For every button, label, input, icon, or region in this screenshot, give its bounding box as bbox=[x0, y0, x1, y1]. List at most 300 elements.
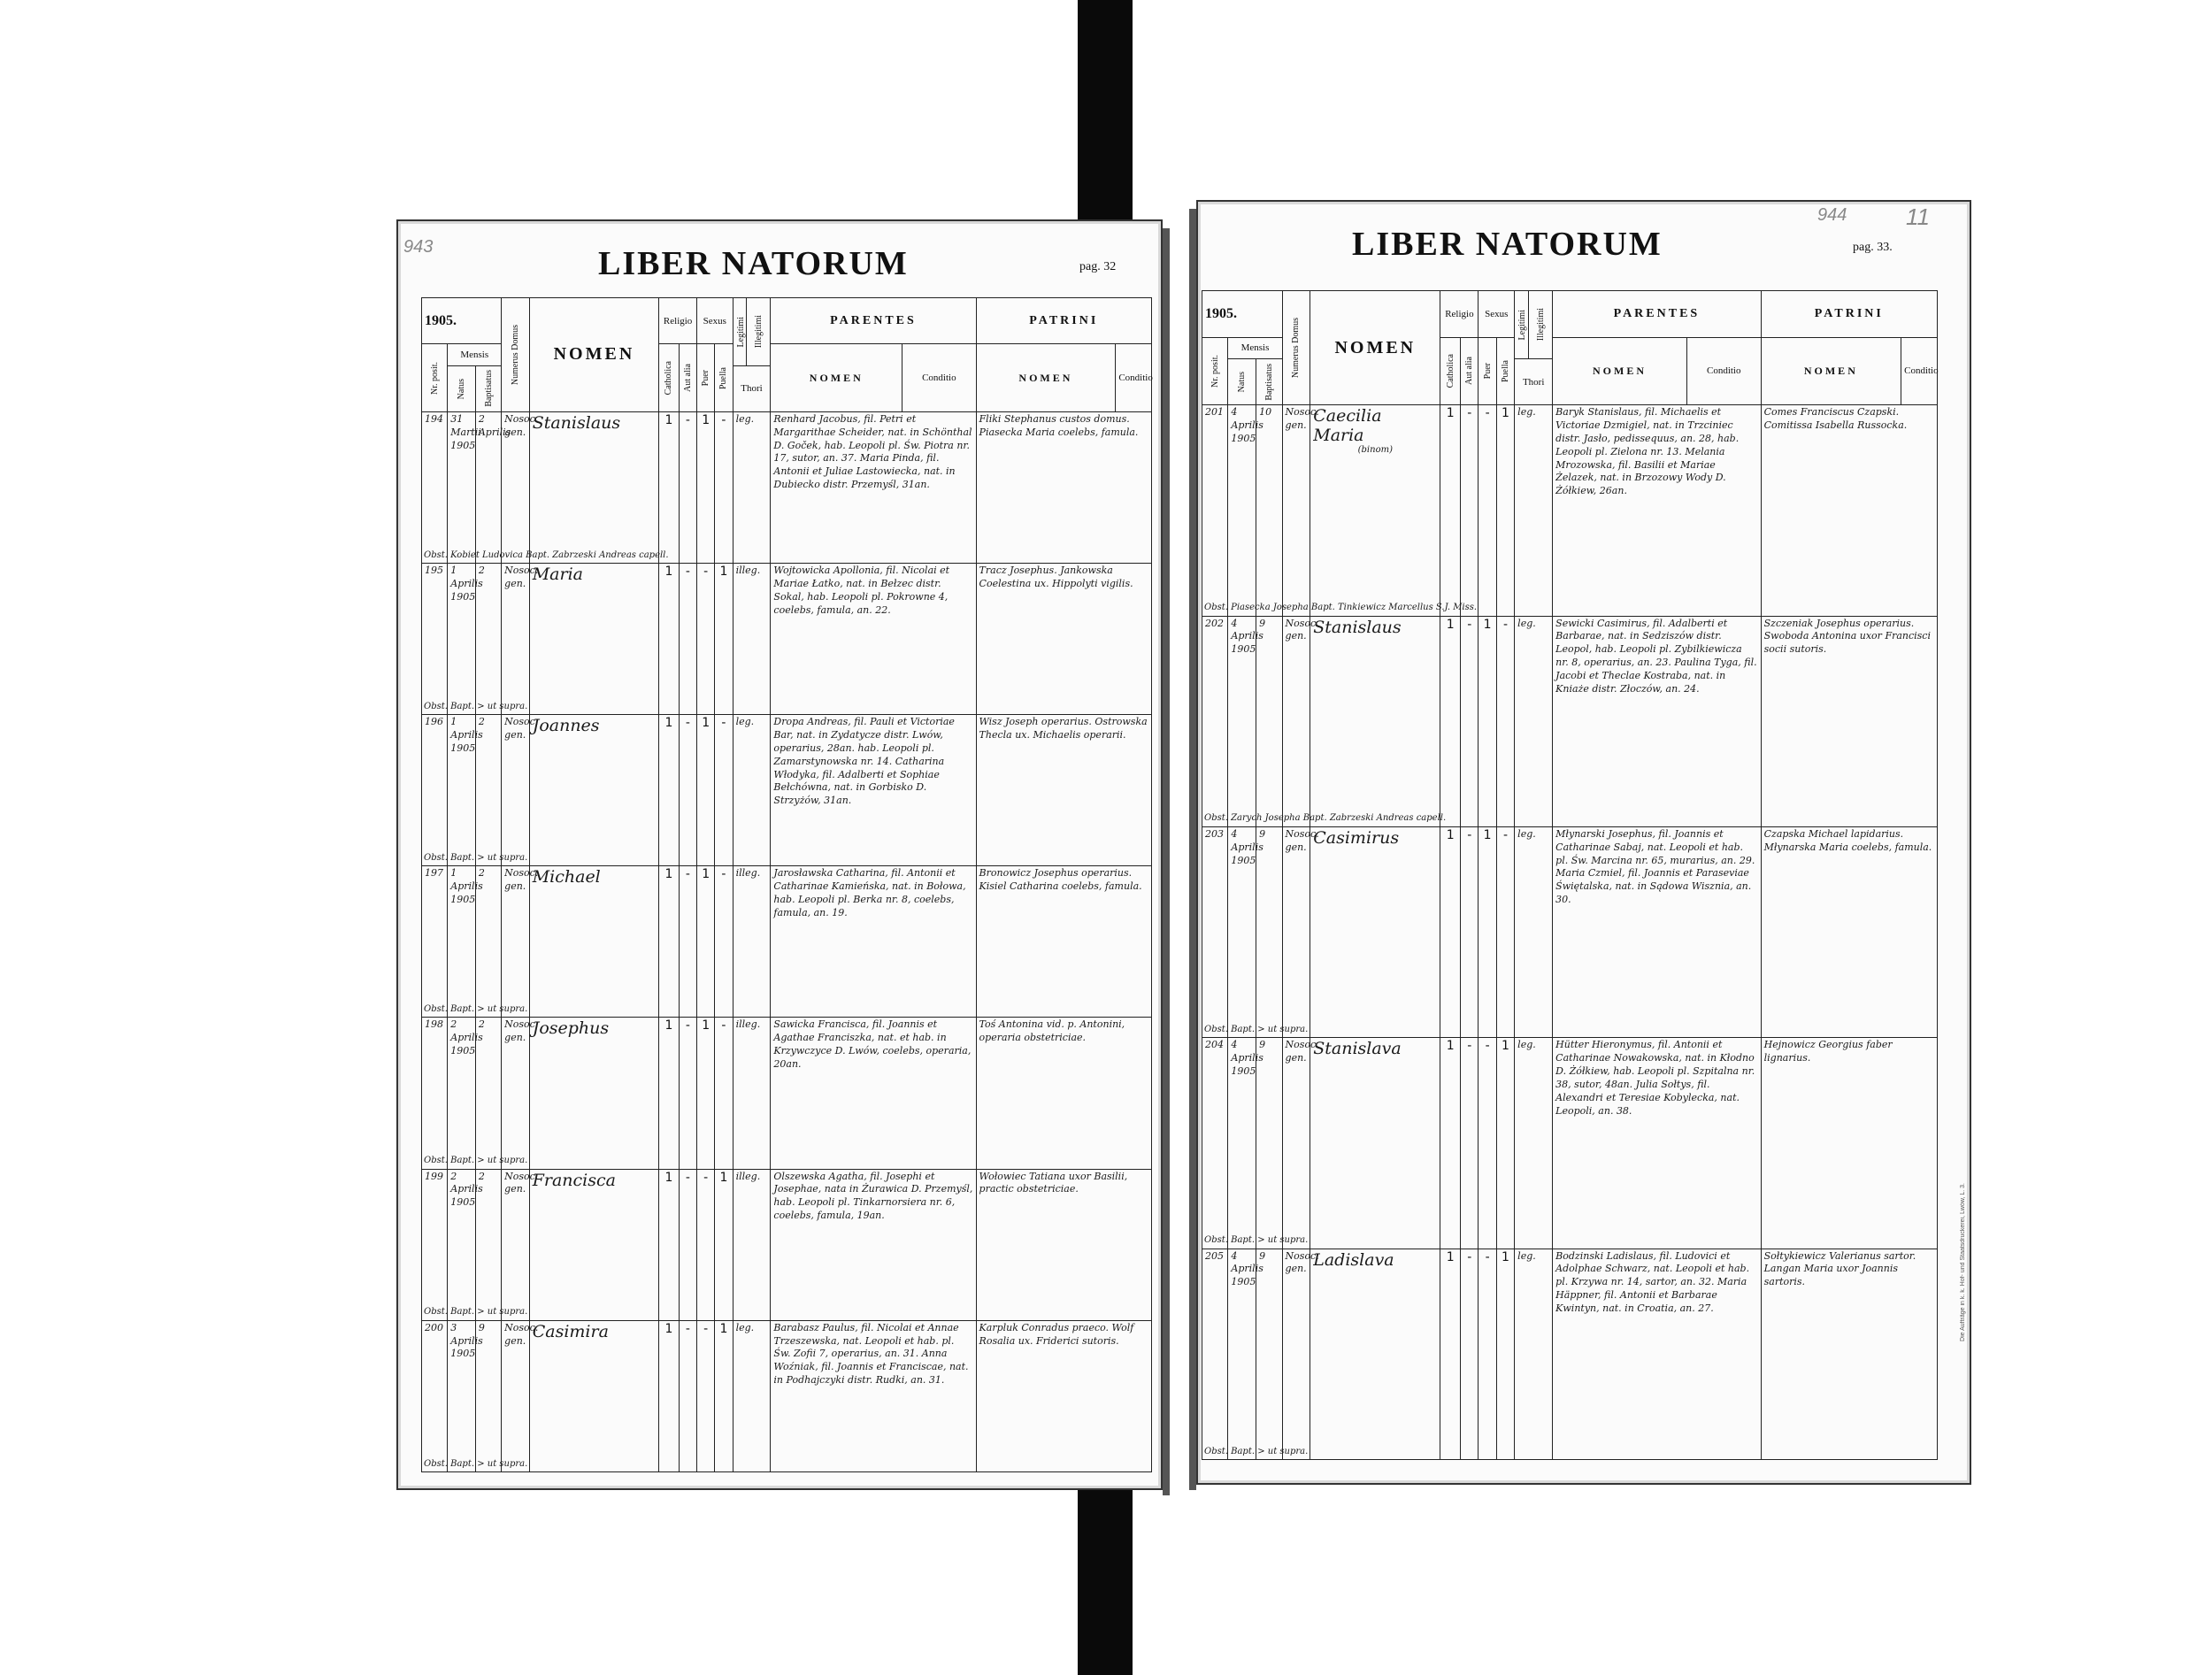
legitimacy-text: leg. bbox=[1517, 827, 1536, 840]
register-row bbox=[1202, 616, 1938, 826]
birth-date bbox=[1228, 405, 1263, 616]
left-hdr-nomen: NOMEN bbox=[553, 344, 635, 365]
parents-names-text: Hütter Hieronymus, fil. Antonii et Catharinae Nowakowska, nat. in Kłodno D. Żółkiew, hab. Leopoli pl. Szpitalna nr. 38, sutor, 48an. Julia Sołtys, fil. Alexandri et Teresiae Kobylecka, nat. Leopoli, an. 38. bbox=[1555, 1039, 1755, 1117]
sex-boy-text: 1 bbox=[1483, 617, 1492, 632]
child-name bbox=[529, 1320, 659, 1471]
right-archive-number: 944 bbox=[1817, 205, 1847, 225]
sex-girl-text: - bbox=[1502, 827, 1509, 842]
house-number-text: Nosoc. gen. bbox=[1285, 617, 1319, 642]
religion-catholic-text: 1 bbox=[664, 1018, 673, 1033]
religion-other bbox=[679, 866, 696, 1018]
child-name bbox=[529, 411, 659, 563]
left-hdr-numerus-domus: Numerus Domus bbox=[510, 324, 520, 385]
religion-other-text: - bbox=[685, 412, 690, 427]
left-register-body bbox=[422, 411, 1152, 1471]
sex-boy bbox=[1479, 1038, 1496, 1249]
religion-catholic bbox=[659, 1320, 680, 1471]
religion-other bbox=[1461, 405, 1479, 616]
right-hdr-legitimi: Legitimi bbox=[1517, 309, 1528, 341]
legitimacy bbox=[1515, 405, 1553, 616]
baptism-date-text: 2 bbox=[478, 867, 485, 880]
legitimacy-text: illeg. bbox=[735, 1018, 761, 1031]
religion-catholic-text: 1 bbox=[664, 867, 673, 882]
left-year-label: 1905. bbox=[425, 312, 457, 328]
godparents-names bbox=[1761, 405, 1937, 616]
midwife-baptizer-note: Obst. Piasecka Josepha Bapt. Tinkiewicz Marcellus S.J. Miss. bbox=[1204, 603, 1478, 613]
religion-other-text: - bbox=[685, 565, 690, 580]
sex-girl bbox=[715, 715, 733, 866]
child-name-text: Caecilia Maria bbox=[1313, 406, 1382, 446]
sex-girl bbox=[715, 1169, 733, 1320]
birth-date-text: 4 Aprilis 1905 bbox=[1231, 406, 1263, 444]
legitimacy bbox=[1515, 1249, 1553, 1459]
child-name bbox=[529, 1169, 659, 1320]
left-page bbox=[396, 219, 1163, 1490]
entry-number-text: 204 bbox=[1205, 1039, 1224, 1051]
parents-names-text: Dropa Andreas, fil. Pauli et Victoriae Bar, nat. in Zydatycze distr. Lwów, operarius, 28an. hab. Leopoli pl. Zamarstynowska nr. 14. Catharina Włodyka, fil. Adalberti et Sophiae Bełchówna, nat. in Gorbisko D. Strzyżów, 31an. bbox=[773, 716, 955, 807]
child-name-text: Casimira bbox=[532, 1321, 609, 1341]
midwife-baptizer-note: Obst. Kobiet Ludovica Bapt. Zabrzeski Andreas capell. bbox=[424, 549, 669, 560]
child-name bbox=[529, 866, 659, 1018]
house-number-text: Nosoc. gen. bbox=[504, 1170, 539, 1195]
religion-other-text: - bbox=[685, 867, 690, 882]
left-hdr-patrini-conditio: Conditio bbox=[1116, 344, 1152, 412]
legitimacy bbox=[733, 715, 771, 866]
parents-names bbox=[1553, 405, 1761, 616]
right-hdr-religio: Religio bbox=[1440, 291, 1479, 338]
baptism-date bbox=[1256, 1038, 1282, 1249]
legitimacy-text: illeg. bbox=[735, 1170, 761, 1182]
parents-names bbox=[1553, 616, 1761, 826]
sex-boy bbox=[697, 1320, 715, 1471]
register-row bbox=[422, 1320, 1152, 1471]
baptism-date-text: 2 bbox=[478, 1018, 485, 1031]
religion-catholic-text: 1 bbox=[1446, 617, 1455, 632]
godparents-names-text: Szczeniak Josephus operarius. Swoboda Antonina uxor Francisci socii sutoris. bbox=[1763, 617, 1931, 656]
legitimacy bbox=[1515, 1038, 1553, 1249]
legitimacy-text: illeg. bbox=[735, 565, 761, 577]
religion-other bbox=[679, 1320, 696, 1471]
legitimacy bbox=[1515, 826, 1553, 1037]
house-number bbox=[502, 411, 539, 563]
religion-catholic bbox=[1440, 405, 1461, 616]
left-hdr-legitimi: Legitimi bbox=[735, 316, 746, 347]
right-hdr-catholica: Catholica bbox=[1445, 354, 1455, 388]
religion-catholic bbox=[659, 411, 680, 563]
sex-girl-text: 1 bbox=[1502, 1039, 1509, 1054]
left-hdr-nr-posit: Nr. posit. bbox=[429, 361, 440, 395]
religion-other bbox=[1461, 1249, 1479, 1459]
religion-catholic bbox=[659, 564, 680, 715]
house-number bbox=[1282, 405, 1319, 616]
religion-other-text: - bbox=[685, 1170, 690, 1185]
sex-boy-text: 1 bbox=[1483, 827, 1492, 842]
sex-girl bbox=[715, 564, 733, 715]
sex-girl-text: 1 bbox=[719, 1321, 728, 1336]
religion-catholic-text: 1 bbox=[664, 565, 673, 580]
left-hdr-natus: Natus bbox=[457, 378, 467, 399]
entry-number-text: 197 bbox=[425, 867, 443, 880]
left-hdr-sexus: Sexus bbox=[697, 298, 733, 344]
left-page-title: LIBER NATORUM bbox=[598, 245, 909, 282]
godparents-names bbox=[1761, 826, 1937, 1037]
religion-other-text: - bbox=[1467, 617, 1472, 632]
religion-other-text: - bbox=[685, 716, 690, 731]
house-number bbox=[502, 564, 539, 715]
godparents-names-text: Toś Antonina vid. p. Antonini, operaria obstetriciae. bbox=[979, 1018, 1125, 1044]
child-name-text: Michael bbox=[532, 867, 601, 887]
child-name bbox=[1310, 405, 1440, 616]
godparents-names bbox=[976, 1018, 1151, 1169]
religion-catholic-text: 1 bbox=[664, 1321, 673, 1336]
house-number bbox=[502, 1320, 539, 1471]
left-hdr-parent-nomen: NOMEN bbox=[809, 371, 864, 384]
godparents-names bbox=[1761, 1249, 1937, 1459]
baptism-date bbox=[475, 411, 511, 563]
birth-date bbox=[448, 411, 481, 563]
religion-other bbox=[679, 411, 696, 563]
religion-catholic bbox=[1440, 826, 1461, 1037]
legitimacy bbox=[733, 411, 771, 563]
sex-girl-text: 1 bbox=[719, 565, 728, 580]
left-page-number: pag. 32 bbox=[1079, 260, 1117, 273]
birth-date bbox=[448, 1320, 483, 1471]
sex-girl-text: - bbox=[721, 716, 726, 731]
legitimacy-text: leg. bbox=[1517, 1039, 1536, 1051]
entry-number-text: 203 bbox=[1205, 827, 1224, 840]
sex-boy-text: - bbox=[703, 1321, 709, 1336]
left-hdr-parentes: PARENTES bbox=[830, 313, 917, 327]
legitimacy-text: leg. bbox=[735, 1321, 755, 1333]
child-name-text: Stanislaus bbox=[1313, 617, 1402, 637]
birth-date bbox=[1228, 1249, 1263, 1459]
parents-names bbox=[1553, 826, 1761, 1037]
baptism-date-text: 2 bbox=[478, 1170, 485, 1182]
parents-names-text: Jarosławska Catharina, fil. Antonii et Catharinae Kamieńska, nat. in Bołowa, hab. Leopoli pl. Berka nr. 8, coelebs, famula, an. 19. bbox=[773, 867, 966, 918]
religion-other bbox=[679, 564, 696, 715]
right-hdr-baptisatus: Baptisatus bbox=[1263, 363, 1274, 401]
sex-girl-text: 1 bbox=[1502, 1249, 1509, 1264]
child-name-text: Francisca bbox=[532, 1170, 616, 1190]
right-year-label: 1905. bbox=[1205, 305, 1237, 321]
child-name bbox=[529, 1018, 659, 1169]
right-register-body bbox=[1202, 405, 1938, 1460]
religion-other bbox=[679, 1018, 696, 1169]
right-hdr-mensis: Mensis bbox=[1228, 337, 1282, 358]
entry-number-text: 196 bbox=[425, 716, 443, 728]
godparents-names-text: Wołowiec Tatiana uxor Basilii, practic obstetriciae. bbox=[979, 1170, 1128, 1195]
legitimacy bbox=[733, 1018, 771, 1169]
birth-date bbox=[448, 564, 483, 715]
religion-catholic-text: 1 bbox=[664, 1170, 673, 1185]
child-name bbox=[529, 564, 659, 715]
register-row bbox=[422, 866, 1152, 1018]
sex-girl bbox=[1496, 1249, 1514, 1459]
parents-names bbox=[771, 715, 976, 866]
legitimacy bbox=[733, 1169, 771, 1320]
name-note: (binom) bbox=[1357, 445, 1393, 456]
religion-catholic bbox=[1440, 1038, 1461, 1249]
parents-names-text: Bodzinski Ladislaus, fil. Ludovici et Adolphae Schwarz, nat. Leopoli et hab. pl. Krzywa nr. 14, sartor, an. 32. Maria Häppner, fil. Antonii et Barbarae Kwintyn, nat. in Croatia, an. 27. bbox=[1555, 1249, 1750, 1315]
parents-names-text: Barabasz Paulus, fil. Nicolai et Annae Trzeszewska, nat. Leopoli et hab. pl. Św. Zofii 7, operarius, an. 31. Anna Woźniak, fil. Joannis et Franciscae, nat. in Podhajczyki distr. Rudki, an. 31. bbox=[773, 1321, 969, 1387]
birth-date bbox=[448, 715, 483, 866]
right-hdr-puer: Puer bbox=[1482, 363, 1493, 380]
religion-catholic bbox=[659, 866, 680, 1018]
legitimacy-text: leg. bbox=[1517, 617, 1536, 629]
child-name-text: Stanislaus bbox=[532, 412, 621, 433]
house-number-text: Nosoc. gen. bbox=[1285, 406, 1319, 432]
sex-boy bbox=[697, 411, 715, 563]
baptism-date bbox=[1256, 405, 1282, 616]
house-number-text: Nosoc. gen. bbox=[504, 716, 539, 741]
entry-number-text: 199 bbox=[425, 1170, 443, 1182]
midwife-baptizer-note: Obst. Bapt. > ut supra. bbox=[424, 1003, 528, 1014]
sex-girl-text: 1 bbox=[719, 1170, 728, 1185]
sex-boy bbox=[697, 866, 715, 1018]
entry-number-text: 198 bbox=[425, 1018, 443, 1031]
parents-names-text: Renhard Jacobus, fil. Petri et Margarithae Scheider, nat. in Schönthal D. Goček, hab. Leopoli pl. Św. Piotra nr. 17, sutor, an. 37. Maria Pinda, fil. Antonii et Juliae Lastowiecka, nat. in Dubiecko distr. Przemyśl, 31an. bbox=[773, 412, 972, 491]
birth-date-text: 1 Aprilis 1905 bbox=[450, 716, 483, 754]
legitimacy-text: leg. bbox=[735, 412, 755, 425]
right-hdr-patrini-conditio: Conditio bbox=[1901, 337, 1938, 405]
religion-other bbox=[1461, 1038, 1479, 1249]
godparents-names bbox=[1761, 616, 1937, 826]
legitimacy-text: leg. bbox=[735, 716, 755, 728]
child-name bbox=[1310, 1249, 1440, 1459]
religion-catholic-text: 1 bbox=[1446, 1249, 1455, 1264]
godparents-names-text: Wisz Joseph operarius. Ostrowska Thecla ux. Michaelis operarii. bbox=[979, 716, 1148, 741]
baptism-date-text: 9 bbox=[1259, 827, 1266, 840]
left-hdr-mensis: Mensis bbox=[448, 344, 502, 365]
sex-girl bbox=[715, 411, 733, 563]
religion-catholic bbox=[1440, 1249, 1461, 1459]
birth-date-text: 4 Aprilis 1905 bbox=[1231, 617, 1263, 656]
midwife-baptizer-note: Obst. Bapt. > ut supra. bbox=[424, 1458, 528, 1469]
baptism-date-text: 10 bbox=[1259, 406, 1272, 419]
sex-boy-text: - bbox=[1485, 1039, 1490, 1054]
religion-other-text: - bbox=[685, 1321, 690, 1336]
house-number bbox=[1282, 1038, 1319, 1249]
sex-girl bbox=[715, 1320, 733, 1471]
baptism-date-text: 9 bbox=[478, 1321, 485, 1333]
religion-catholic bbox=[659, 1169, 680, 1320]
right-hdr-thori: Thori bbox=[1515, 358, 1553, 405]
sex-girl bbox=[1496, 826, 1514, 1037]
birth-date bbox=[1228, 1038, 1263, 1249]
right-register-table bbox=[1202, 290, 1938, 1460]
baptism-date-text: 9 bbox=[1259, 1039, 1266, 1051]
religion-other-text: - bbox=[1467, 406, 1472, 421]
sex-boy-text: 1 bbox=[702, 867, 710, 882]
sex-boy bbox=[697, 1169, 715, 1320]
godparents-names-text: Hejnowicz Georgius faber lignarius. bbox=[1763, 1039, 1893, 1064]
left-hdr-illegitimi: Illegitimi bbox=[753, 315, 764, 349]
child-name-text: Stanislava bbox=[1313, 1039, 1402, 1059]
sex-girl bbox=[1496, 616, 1514, 826]
godparents-names-text: Comes Franciscus Czapski. Comitissa Isabella Russocka. bbox=[1763, 406, 1908, 432]
sex-boy-text: - bbox=[703, 1170, 709, 1185]
right-page bbox=[1196, 200, 1971, 1485]
house-number-text: Nosoc. gen. bbox=[1285, 827, 1319, 853]
religion-other bbox=[1461, 616, 1479, 826]
sex-girl bbox=[1496, 1038, 1514, 1249]
register-row bbox=[422, 1169, 1152, 1320]
right-hdr-patrini-nomen: NOMEN bbox=[1803, 364, 1858, 377]
midwife-baptizer-note: Obst. Bapt. > ut supra. bbox=[424, 701, 528, 711]
right-hdr-patrini: PATRINI bbox=[1814, 306, 1884, 320]
right-hdr-parent-conditio: Conditio bbox=[1686, 337, 1761, 405]
left-hdr-religio: Religio bbox=[659, 298, 697, 344]
baptism-date bbox=[1256, 616, 1282, 826]
parents-names-text: Olszewska Agatha, fil. Josephi et Josephae, nata in Żurawica D. Przemyśl, hab. Leopoli pl. Tinkarnorsiera nr. 6, coelebs, famula, 19an. bbox=[773, 1170, 973, 1222]
left-archive-number: 943 bbox=[403, 237, 434, 257]
godparents-names-text: Bronowicz Josephus operarius. Kisiel Catharina coelebs, famula. bbox=[979, 867, 1142, 893]
right-hdr-illegitimi: Illegitimi bbox=[1535, 308, 1546, 342]
entry-number-text: 200 bbox=[425, 1321, 443, 1333]
register-row bbox=[1202, 1038, 1938, 1249]
birth-date-text: 1 Aprilis 1905 bbox=[450, 565, 483, 603]
birth-date bbox=[448, 1169, 483, 1320]
parents-names bbox=[771, 1018, 976, 1169]
baptism-date-text: 2 bbox=[478, 716, 485, 728]
birth-date-text: 4 Aprilis 1905 bbox=[1231, 1039, 1263, 1077]
right-hdr-sexus: Sexus bbox=[1479, 291, 1515, 338]
religion-other-text: - bbox=[1467, 827, 1472, 842]
sex-boy bbox=[697, 564, 715, 715]
sex-girl-text: 1 bbox=[1502, 406, 1509, 421]
religion-catholic-text: 1 bbox=[1446, 406, 1455, 421]
midwife-baptizer-note: Obst. Bapt. > ut supra. bbox=[1204, 1446, 1309, 1456]
midwife-baptizer-note: Obst. Zarych Josepha Bapt. Zabrzeski Andreas capell. bbox=[1204, 813, 1447, 824]
sex-boy-text: 1 bbox=[702, 716, 710, 731]
left-hdr-thori: Thori bbox=[733, 365, 771, 411]
child-name bbox=[1310, 826, 1440, 1037]
baptism-date-text: 2 bbox=[478, 565, 485, 577]
right-hdr-natus: Natus bbox=[1237, 371, 1248, 393]
baptism-date-text: 2 Aprilis bbox=[478, 412, 511, 438]
birth-date bbox=[448, 866, 483, 1018]
parents-names bbox=[771, 1320, 976, 1471]
birth-date-text: 1 Aprilis 1905 bbox=[450, 867, 483, 906]
sex-boy bbox=[697, 1018, 715, 1169]
religion-other-text: - bbox=[1467, 1249, 1472, 1264]
religion-catholic-text: 1 bbox=[664, 412, 673, 427]
legitimacy bbox=[733, 866, 771, 1018]
sex-boy-text: - bbox=[1485, 1249, 1490, 1264]
child-name bbox=[529, 715, 659, 866]
parents-names-text: Wojtowicka Apollonia, fil. Nicolai et Mariae Łatko, nat. in Bełzec distr. Sokal, hab. Leopoli pl. Pokrowne 4, coelebs, famula, an. 22. bbox=[773, 565, 950, 616]
entry-number-text: 202 bbox=[1205, 617, 1224, 629]
entry-number-text: 194 bbox=[425, 412, 443, 425]
right-page-title: LIBER NATORUM bbox=[1352, 226, 1663, 263]
godparents-names-text: Tracz Josephus. Jankowska Coelestina ux. Hippolyti vigilis. bbox=[979, 565, 1133, 589]
left-hdr-parent-conditio: Conditio bbox=[902, 344, 976, 412]
entry-number-text: 205 bbox=[1205, 1249, 1224, 1262]
house-number-text: Nosoc. gen. bbox=[504, 565, 539, 589]
baptism-date-text: 9 bbox=[1259, 1249, 1266, 1262]
birth-date bbox=[1228, 826, 1263, 1037]
register-row bbox=[1202, 826, 1938, 1037]
sex-boy bbox=[1479, 616, 1496, 826]
religion-catholic-text: 1 bbox=[1446, 1039, 1455, 1054]
religion-other bbox=[679, 715, 696, 866]
godparents-names-text: Czapska Michael lapidarius. Młynarska Maria coelebs, famula. bbox=[1763, 827, 1932, 853]
legitimacy bbox=[1515, 616, 1553, 826]
legitimacy-text: leg. bbox=[1517, 1249, 1536, 1262]
right-hdr-nomen: NOMEN bbox=[1334, 337, 1417, 357]
house-number-text: Nosoc. gen. bbox=[504, 412, 539, 438]
parents-names bbox=[1553, 1249, 1761, 1459]
child-name bbox=[1310, 1038, 1440, 1249]
entry-number-text: 195 bbox=[425, 565, 443, 577]
house-number-text: Nosoc. gen. bbox=[1285, 1249, 1319, 1275]
parents-names bbox=[771, 411, 976, 563]
birth-date-text: 2 Aprilis 1905 bbox=[450, 1170, 483, 1209]
child-name-text: Joannes bbox=[532, 716, 600, 736]
godparents-names bbox=[976, 411, 1151, 563]
left-hdr-catholica: Catholica bbox=[664, 360, 674, 396]
religion-catholic-text: 1 bbox=[1446, 827, 1455, 842]
godparents-names bbox=[976, 715, 1151, 866]
midwife-baptizer-note: Obst. Bapt. > ut supra. bbox=[424, 852, 528, 863]
midwife-baptizer-note: Obst. Bapt. > ut supra. bbox=[1204, 1235, 1309, 1246]
left-hdr-aut-alia: Aut alia bbox=[682, 364, 693, 393]
left-register-table bbox=[421, 297, 1152, 1472]
godparents-names-text: Karpluk Conradus praeco. Wolf Rosalia ux. Friderici sutoris. bbox=[979, 1321, 1134, 1347]
legitimacy bbox=[733, 564, 771, 715]
sex-girl-text: - bbox=[1502, 617, 1509, 632]
register-row bbox=[422, 411, 1152, 563]
sex-boy bbox=[1479, 1249, 1496, 1459]
right-hdr-parentes: PARENTES bbox=[1613, 306, 1701, 320]
midwife-baptizer-note: Obst. Bapt. > ut supra. bbox=[424, 1307, 528, 1318]
register-row bbox=[1202, 405, 1938, 616]
left-hdr-puer: Puer bbox=[701, 369, 711, 387]
register-row bbox=[422, 1018, 1152, 1169]
birth-date bbox=[1228, 616, 1263, 826]
child-name bbox=[1310, 616, 1440, 826]
religion-catholic bbox=[1440, 616, 1461, 826]
house-number bbox=[502, 715, 539, 866]
sex-girl bbox=[715, 1018, 733, 1169]
child-name-text: Ladislava bbox=[1313, 1249, 1394, 1270]
parents-names bbox=[771, 1169, 976, 1320]
house-number bbox=[1282, 616, 1319, 826]
godparents-names bbox=[976, 866, 1151, 1018]
sex-boy-text: 1 bbox=[702, 1018, 710, 1033]
midwife-baptizer-note: Obst. Bapt. > ut supra. bbox=[424, 1156, 528, 1166]
right-hdr-numerus-domus: Numerus Domus bbox=[1291, 318, 1302, 379]
right-hdr-aut-alia: Aut alia bbox=[1464, 357, 1475, 386]
legitimacy bbox=[733, 1320, 771, 1471]
midwife-baptizer-note: Obst. Bapt. > ut supra. bbox=[1204, 1024, 1309, 1034]
house-number bbox=[502, 866, 539, 1018]
right-hdr-puella: Puella bbox=[1500, 359, 1510, 382]
parents-names bbox=[1553, 1038, 1761, 1249]
godparents-names bbox=[976, 1169, 1151, 1320]
register-row bbox=[422, 564, 1152, 715]
child-name-text: Maria bbox=[532, 565, 583, 585]
house-number bbox=[1282, 826, 1319, 1037]
left-hdr-puella: Puella bbox=[718, 366, 729, 389]
register-row bbox=[1202, 1249, 1938, 1459]
sex-girl bbox=[1496, 405, 1514, 616]
baptism-date-text: 9 bbox=[1259, 617, 1266, 629]
sex-boy-text: - bbox=[703, 565, 709, 580]
parents-names bbox=[771, 866, 976, 1018]
sex-boy bbox=[1479, 405, 1496, 616]
birth-date bbox=[448, 1018, 483, 1169]
